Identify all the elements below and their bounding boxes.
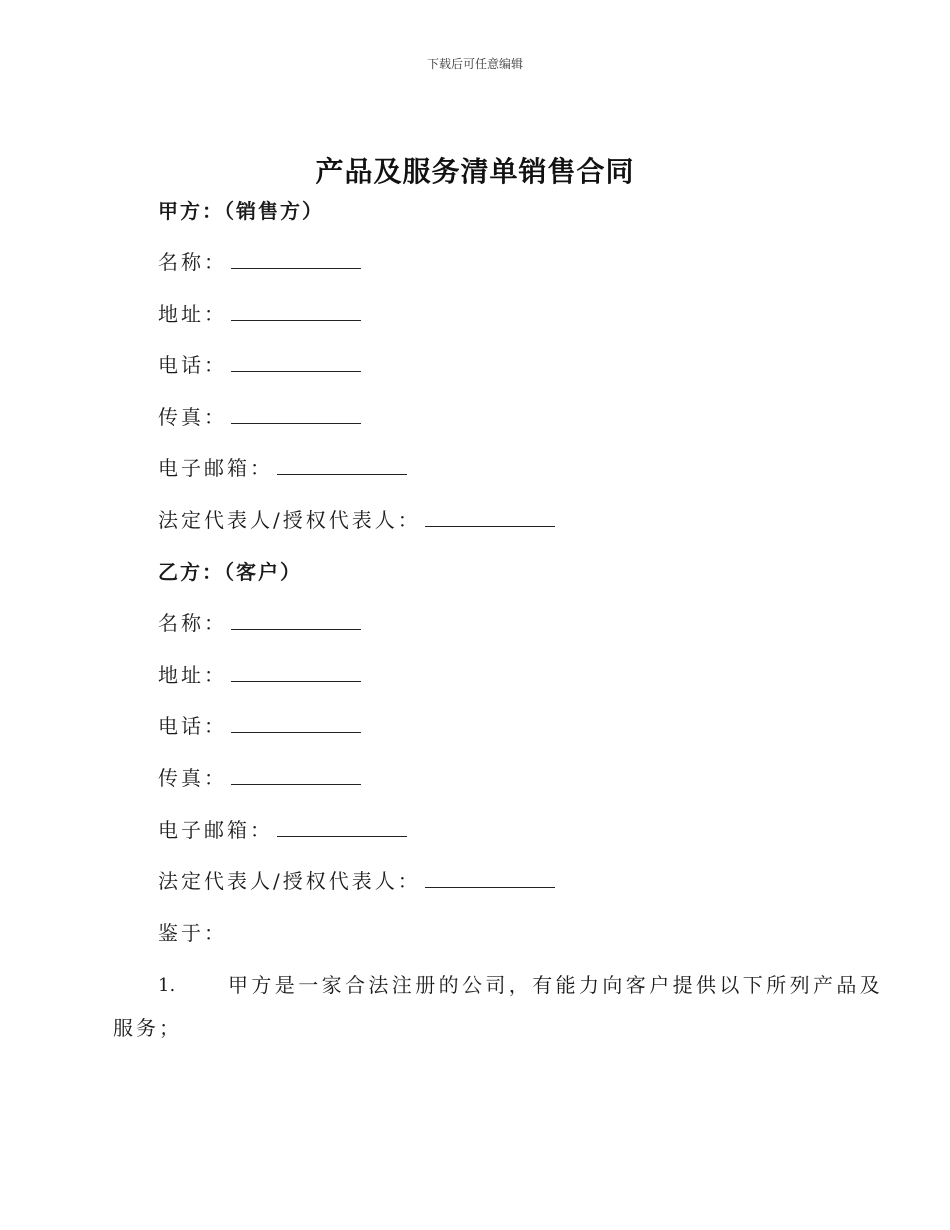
field-label: 传真： [158, 405, 227, 429]
whereas-item-text-line1: 甲方是一家合法注册的公司，有能力向客户提供以下所列产品及 [228, 973, 884, 997]
blank-line [425, 867, 555, 888]
party-a-phone-field [158, 351, 361, 379]
field-label: 法定代表人/授权代表人： [158, 869, 421, 893]
blank-line [231, 609, 361, 630]
blank-line [231, 712, 361, 733]
field-label: 电子邮箱： [158, 456, 273, 480]
field-label: 电话： [158, 714, 227, 738]
party-a-heading: 甲方：（销售方） [158, 199, 324, 223]
party-b-name-field [158, 609, 361, 637]
party-b-phone-field [158, 712, 361, 740]
field-label: 电话： [158, 353, 227, 377]
blank-line [231, 300, 361, 321]
field-label: 地址： [158, 302, 227, 326]
whereas-label: 鉴于： [158, 921, 227, 945]
blank-line [231, 351, 361, 372]
party-b-email-field [158, 816, 407, 844]
party-b-address-field [158, 661, 361, 689]
page-header-note: 下载后可任意编辑 [426, 57, 523, 71]
party-b-fax-field [158, 764, 361, 792]
blank-line [231, 661, 361, 682]
blank-line [425, 506, 555, 527]
field-label: 名称： [158, 611, 227, 635]
blank-line [277, 816, 407, 837]
whereas-item-number: 1. [158, 975, 176, 996]
party-a-name-field [158, 248, 361, 276]
party-a-address-field [158, 300, 361, 328]
party-a-representative-field [158, 506, 555, 534]
party-a-fax-field [158, 403, 361, 431]
field-label: 地址： [158, 663, 227, 687]
blank-line [231, 764, 361, 785]
field-label: 名称： [158, 250, 227, 274]
field-label: 传真： [158, 766, 227, 790]
field-label: 法定代表人/授权代表人： [158, 508, 421, 532]
party-b-representative-field [158, 867, 555, 895]
field-label: 电子邮箱： [158, 818, 273, 842]
party-b-heading: 乙方：（客户） [158, 560, 302, 584]
whereas-item-text-line2: 服务； [113, 1016, 182, 1040]
party-a-email-field [158, 454, 407, 482]
document-title: 产品及服务清单销售合同 [315, 155, 635, 188]
blank-line [231, 403, 361, 424]
blank-line [231, 248, 361, 269]
blank-line [277, 454, 407, 475]
